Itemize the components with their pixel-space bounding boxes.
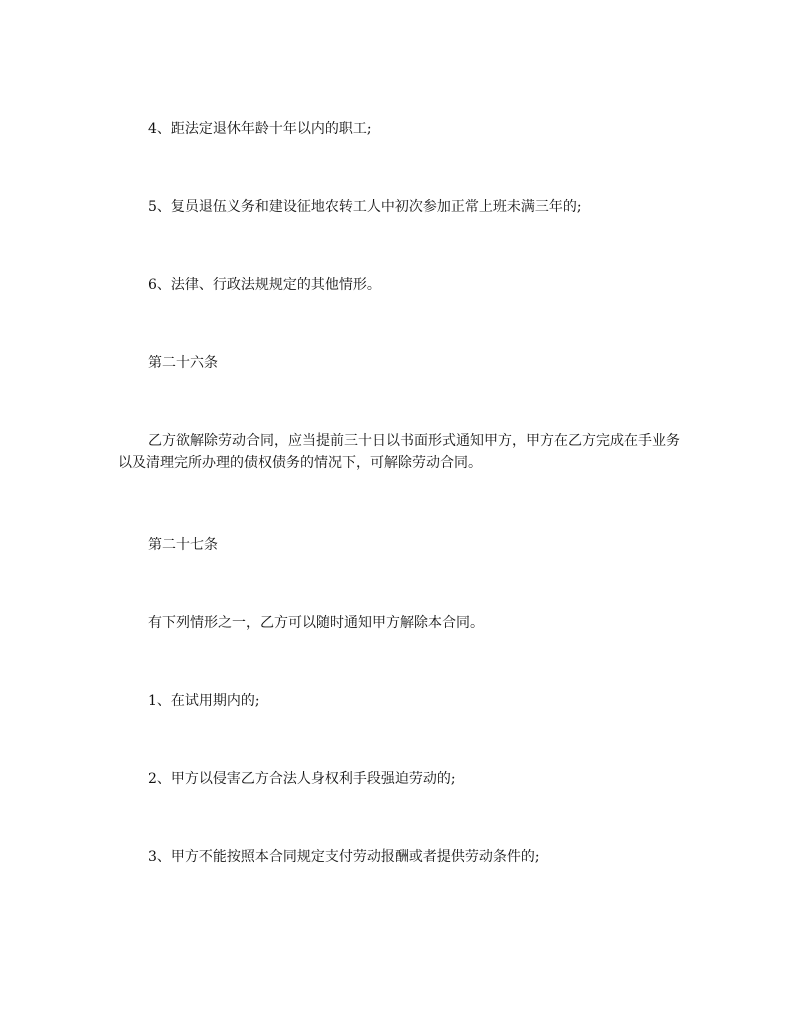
list-item-4: 4、距法定退休年龄十年以内的职工; bbox=[148, 121, 372, 137]
article-26-heading: 第二十六条 bbox=[148, 355, 218, 371]
article-27-heading: 第二十七条 bbox=[148, 537, 218, 553]
article-27-item-1: 1、在试用期内的; bbox=[148, 693, 260, 709]
article-27-intro: 有下列情形之一，乙方可以随时通知甲方解除本合同。 bbox=[148, 615, 484, 631]
article-27-item-3: 3、甲方不能按照本合同规定支付劳动报酬或者提供劳动条件的; bbox=[148, 849, 540, 865]
article-26-paragraph: 乙方欲解除劳动合同，应当提前三十日以书面形式通知甲方，甲方在乙方完成在手业务以及清理完所办理的债权债务的情况下，可解除劳动合同。 bbox=[118, 433, 680, 471]
article-27-item-2: 2、甲方以侵害乙方合法人身权利手段强迫劳动的; bbox=[148, 771, 456, 787]
list-item-5: 5、复员退伍义务和建设征地农转工人中初次参加正常上班未满三年的; bbox=[148, 199, 582, 215]
list-item-6: 6、法律、行政法规规定的其他情形。 bbox=[148, 277, 381, 293]
